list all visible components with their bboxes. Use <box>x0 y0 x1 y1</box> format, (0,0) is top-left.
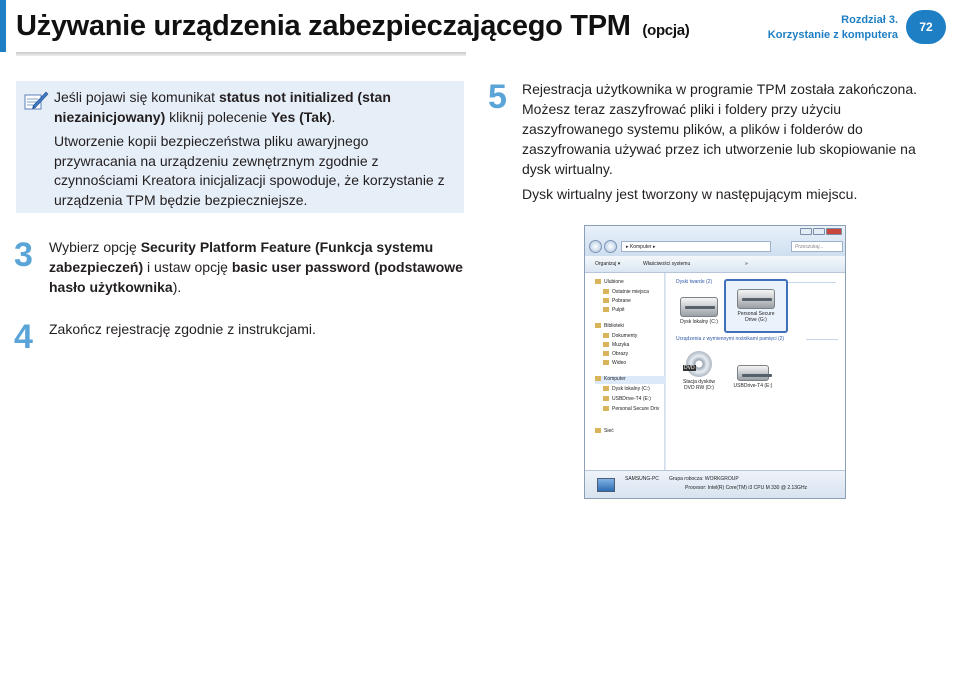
nav-item-label: Personal Secure Driv <box>612 406 660 412</box>
nav-item-favorites[interactable] <box>595 279 675 287</box>
hard-drive-icon <box>737 289 775 309</box>
step-3-text <box>49 237 465 297</box>
drive-icon <box>603 396 609 401</box>
chapter-label <box>768 13 898 43</box>
step-3-text-part: i ustaw opcję <box>143 259 232 275</box>
note-text: kliknij polecenie <box>165 108 272 125</box>
nav-item-label: USBDrive-T4 (E:) <box>612 396 651 402</box>
computer-name: SAMSUNG-PC <box>625 476 659 482</box>
folder-icon <box>603 298 609 303</box>
note-status-message: status not initialized (stan niezainicjowany) <box>54 89 391 125</box>
step-4-number: 4 <box>14 318 33 356</box>
dvd-drive-icon <box>686 351 712 377</box>
page-title-suffix: (opcja) <box>642 22 690 39</box>
drive-e-item[interactable] <box>728 365 778 389</box>
nav-item-label: Pulpit <box>612 307 625 313</box>
navigation-pane <box>585 273 665 470</box>
step-5-text-2: Dysk wirtualny jest tworzony w następującym miejscu. <box>522 186 858 202</box>
nav-item-label: Komputer <box>604 376 626 382</box>
close-icon[interactable] <box>826 228 842 235</box>
note-box <box>16 81 464 213</box>
nav-item-label: Dysk lokalny (C:) <box>612 386 650 392</box>
details-pane <box>585 470 845 499</box>
folder-icon <box>603 289 609 294</box>
star-icon <box>595 279 601 284</box>
step-5-text: Rejestracja użytkownika w programie TPM została zakończona. Możesz teraz zaszyfrować pliki i foldery przy użyciu zaszyfrowanego systemu plików, a plików i folderów do zaszyfrowania używać przez ich utworzenie lub skopiowanie na dysk wirtualny. <box>522 81 918 177</box>
group-removable-storage: Urządzenia z wymiennymi nośnikami pamięci (2) <box>676 336 785 342</box>
computer-icon <box>597 478 615 492</box>
drive-c-label: Dysk lokalny (C:) <box>680 319 718 325</box>
nav-item-libraries[interactable] <box>595 323 675 331</box>
folder-icon <box>603 333 609 338</box>
hard-drive-icon <box>680 297 718 317</box>
network-icon <box>595 428 601 433</box>
forward-icon[interactable] <box>604 240 617 253</box>
usb-drive-icon <box>737 365 769 381</box>
nav-item-label: Ulubione <box>604 279 624 285</box>
drive-g-label: Personal Secure <box>737 311 775 317</box>
nav-item-label: Obrazy <box>612 351 629 357</box>
maximize-icon[interactable] <box>813 228 825 235</box>
drive-d-label: DVD RW (D:) <box>684 385 714 391</box>
workgroup-info: Grupa robocza: WORKGROUP <box>669 476 739 482</box>
step-5-number: 5 <box>488 78 507 116</box>
processor-info: Procesor: Intel(R) Core(TM) i3 CPU M 330 @ 2.13GHz <box>685 485 808 491</box>
pencil-note-icon <box>23 89 49 113</box>
header-accent-bar <box>0 0 6 52</box>
dvd-badge: DVD <box>684 365 695 371</box>
drive-icon <box>603 386 609 391</box>
step-3-option-name: Security Platform Feature (Funkcja systemu zabezpieczeń) <box>49 239 434 275</box>
nav-item-label: Sieć <box>604 428 614 434</box>
nav-item-label: Wideo <box>612 360 627 366</box>
folder-icon <box>603 360 609 365</box>
note-text: . <box>331 108 336 125</box>
group-divider <box>806 339 838 340</box>
explorer-toolbar <box>585 256 845 273</box>
page-title-text: Używanie urządzenia zabezpieczającego TPM <box>16 10 631 42</box>
explorer-screenshot <box>584 225 846 499</box>
window-controls <box>800 228 842 235</box>
computer-icon <box>595 376 601 381</box>
step-3-text-part: Wybierz opcję <box>49 239 141 255</box>
nav-item-label: Dokumenty <box>612 333 638 339</box>
drive-d-label: Stacja dysków <box>683 379 715 385</box>
nav-item-computer[interactable] <box>595 376 675 384</box>
search-input[interactable]: Przeszukaj... <box>791 241 843 252</box>
more-button[interactable]: » <box>745 261 748 267</box>
drive-d-item[interactable] <box>674 351 724 391</box>
folder-icon <box>603 342 609 347</box>
drive-g-item[interactable] <box>731 289 781 323</box>
drive-c-item[interactable] <box>674 297 724 325</box>
page-number-badge: 72 <box>906 10 946 44</box>
folder-icon <box>603 307 609 312</box>
step-3-text-part: ). <box>172 279 182 295</box>
nav-item-label: Biblioteki <box>604 323 625 329</box>
nav-item-label: Pobrane <box>612 298 631 304</box>
step-4-text: Zakończ rejestrację zgodnie z instrukcjami. <box>49 321 316 337</box>
nav-item-network[interactable] <box>595 428 675 436</box>
note-yes-command: Yes (Tak) <box>271 108 332 125</box>
step-3-option-value: basic user password (podstawowe hasło użytkownika <box>49 259 463 295</box>
explorer-title-bar <box>585 226 845 256</box>
note-text: Jeśli pojawi się komunikat <box>54 89 219 105</box>
header-divider <box>16 52 466 56</box>
folder-icon <box>603 351 609 356</box>
drive-icon <box>603 406 609 411</box>
group-hard-drives: Dyski twarde (2) <box>676 279 713 285</box>
page-title <box>16 10 689 43</box>
nav-item-label: Muzyka <box>612 342 630 348</box>
drive-e-label: USBDrive-T4 (E:) <box>733 383 773 389</box>
drive-g-label: Drive (G:) <box>745 317 767 323</box>
step-3-number: 3 <box>14 236 33 274</box>
library-icon <box>595 323 601 328</box>
address-bar[interactable]: ▸ Komputer ▸ <box>621 241 771 252</box>
note-paragraph-2: Utworzenie kopii bezpieczeństwa pliku awaryjnego przywracania na urządzeniu zewnętrznym zgodnie z czynnościami Kreatora inicjalizacji spowoduje, że korzystanie z urządzenia TPM będzie bezpieczniejsze. <box>54 133 445 208</box>
nav-item-label: Ostatnie miejsca <box>612 289 649 295</box>
chapter-name: Korzystanie z komputera <box>767 29 898 41</box>
minimize-icon[interactable] <box>800 228 812 235</box>
system-properties-button[interactable]: Właściwości systemu <box>643 261 691 267</box>
content-pane <box>666 273 846 470</box>
note-paragraph-1 <box>54 88 454 127</box>
back-icon[interactable] <box>589 240 602 253</box>
chapter-number: Rozdział 3. <box>841 14 898 26</box>
organize-button[interactable]: Organizuj ▾ <box>595 261 621 267</box>
